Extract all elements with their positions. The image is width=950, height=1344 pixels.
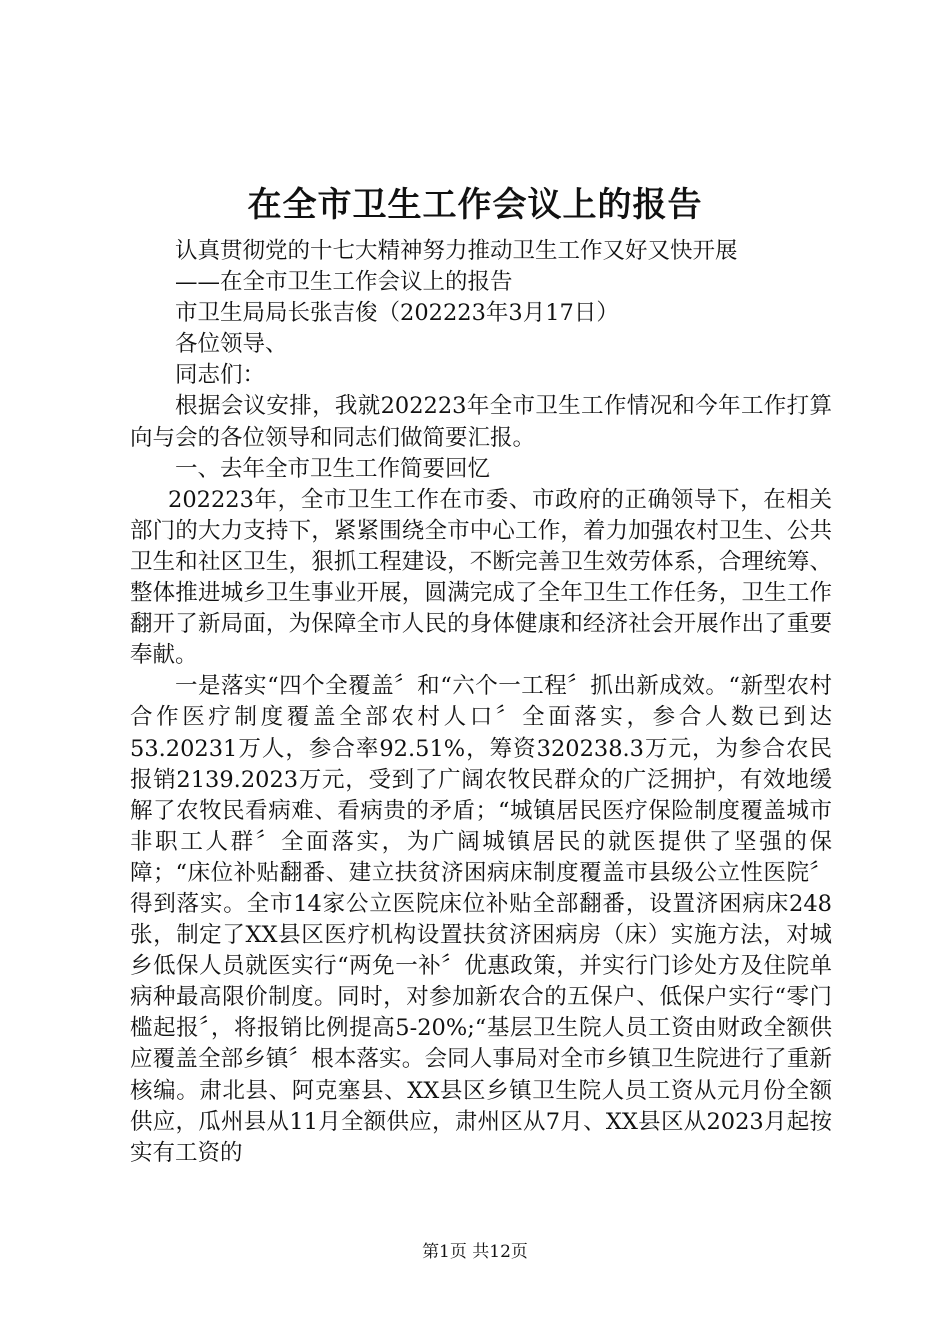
intro-paragraph: 根据会议安排，我就202223年全市卫生工作情况和今年工作打算向与会的各位领导和同志们做简要汇报。 [130,393,832,451]
review-paragraph: 202223年，全市卫生工作在市委、市政府的正确领导下，在相关部门的大力支持下，紧紧围绕全市中心工作，着力加强农村卫生、公共卫生和社区卫生，狠抓工程建设，不断完善卫生效劳体系，合理统筹、整体推进城乡卫生事业开展，圆满完成了全年卫生工作任务，卫生工作翻开了新局面，为保障全市人民的身体健康和经济社会开展作出了重要奉献。 [130,486,832,669]
greeting-leaders: 各位领导、 [175,331,288,358]
page-number: 第1页 共12页 [422,1242,528,1262]
subtitle-line-1: 认真贯彻党的十七大精神努力推动卫生工作又好又快开展 [175,238,738,264]
greeting-comrades: 同志们： [175,362,266,389]
document-body [130,236,832,1169]
achievements-paragraph: 一是落实“四个全覆盖〞和“六个一工程〞抓出新成效。“新型农村合作医疗制度覆盖全部农村人口〞全面落实，参合人数已到达53.20231万人，参合率92.51%，筹资320238.3万元，为参合农民报销2139.2023万元，受到了广阔农牧民群众的广泛拥护，有效地缓解了农牧民看病难、看病贵的矛盾；“城镇居民医疗保险制度覆盖城市非职工人群〞全面落实，为广阔城镇居民的就医提供了坚强的保障；“床位补贴翻番、建立扶贫济困病床制度覆盖市县级公立性医院〞得到落实。全市14家公立医院床位补贴全部翻番，设置济困病床248张，制定了XX县区医疗机构设置扶贫济困病房（床）实施方法，对城乡低保人员就医实行“两免一补〞优惠政策，并实行门诊处方及住院单病种最高限价制度。同时，对参加新农合的五保户、低保户实行“零门槛起报〞，将报销比例提高5-20%;“基层卫生院人员工资由财政全额供应覆盖全部乡镇〞根本落实。会同人事局对全市乡镇卫生院进行了重新核编。肃北县、阿克塞县、XX县区乡镇卫生院人员工资从元月份全额供应，瓜州县从11月全额供应，肃州区从7月、XX县区从2023月起按实有工资的 [130,673,832,1166]
subtitle-line-2: ——在全市卫生工作会议上的报告 [175,269,513,296]
section-heading: 一、去年全市卫生工作简要回忆 [175,455,491,482]
author-line: 市卫生局局长张吉俊（202223年3月17日） [175,300,619,327]
document-title: 在全市卫生工作会议上的报告 [247,185,703,225]
